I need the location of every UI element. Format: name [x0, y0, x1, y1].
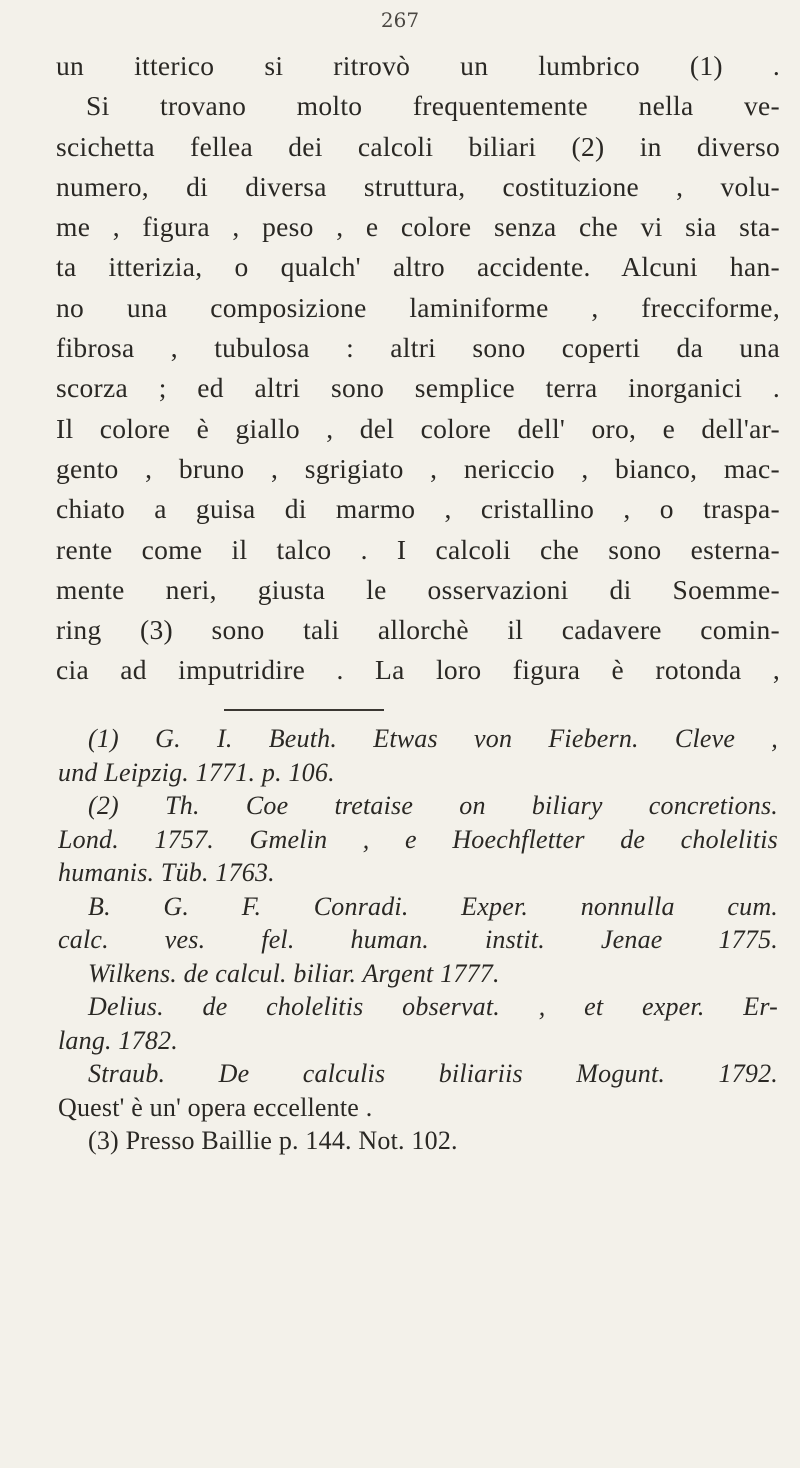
text-line: ta itterizia, o qualch' altro accidente. Alcuni han- [56, 251, 780, 283]
text-line: no una composizione laminiforme , frecciforme, [56, 291, 780, 323]
footnote-line: (1) G. I. Beuth. Etwas von Fiebern. Cleve , [88, 724, 778, 753]
text-line: me , figura , peso , e colore senza che vi sia sta- [56, 211, 780, 243]
text-line: rente come il talco . I calcoli che sono esterna- [56, 533, 780, 565]
text-line: scichetta fellea dei calcoli biliari (2) in diverso [56, 130, 780, 162]
footnote-line: und Leipzig. 1771. p. 106. [58, 757, 335, 787]
main-text [56, 46, 780, 691]
text-line: mente neri, giusta le osservazioni di Soemme- [56, 573, 780, 605]
footnote-line: Delius. de cholelitis observat. , et exper. Er- [88, 992, 778, 1021]
text-line: chiato a guisa di marmo , cristallino , o traspa- [56, 493, 780, 525]
footnote-line: (3) Presso Baillie p. 144. Not. 102. [88, 1126, 458, 1155]
text-line: cia ad imputridire . La loro figura è rotonda , [56, 654, 780, 686]
text-line: numero, di diversa struttura, costituzione , volu- [56, 170, 780, 202]
footnote-line: Lond. 1757. Gmelin , e Hoechfletter de cholelitis [58, 824, 778, 854]
text-line: Si trovano molto frequentemente nella ve- [86, 90, 780, 122]
footnote-line: calc. ves. fel. human. instit. Jenae 1775. [58, 925, 778, 954]
footnote-line: B. G. F. Conradi. Exper. nonnulla cum. [88, 891, 778, 921]
footnote-line: Straub. De calculis biliariis Mogunt. 1792. [88, 1059, 778, 1088]
text-line: gento , bruno , sgrigiato , nericcio , bianco, mac- [56, 452, 780, 484]
page-number: 267 [380, 8, 420, 32]
footnote-line: lang. 1782. [58, 1025, 178, 1055]
footnote-divider [224, 709, 384, 711]
footnote-line: (2) Th. Coe tretaise on biliary concretions. [88, 791, 778, 820]
text-line: un itterico si ritrovò un lumbrico (1) . [56, 50, 780, 81]
footnote-line: Quest' è un' opera eccellente . [58, 1092, 373, 1122]
footnotes [58, 722, 778, 1158]
footnote-line: Wilkens. de calcul. biliar. Argent 1777. [88, 958, 500, 988]
text-line: Il colore è giallo , del colore dell' oro, e dell'ar- [56, 412, 780, 444]
text-line: scorza ; ed altri sono semplice terra inorganici . [56, 372, 780, 404]
footnote-line: humanis. Tüb. 1763. [58, 858, 275, 887]
text-line: fibrosa , tubulosa : altri sono coperti da una [56, 332, 780, 364]
text-line: ring (3) sono tali allorchè il cadavere comin- [56, 614, 780, 646]
